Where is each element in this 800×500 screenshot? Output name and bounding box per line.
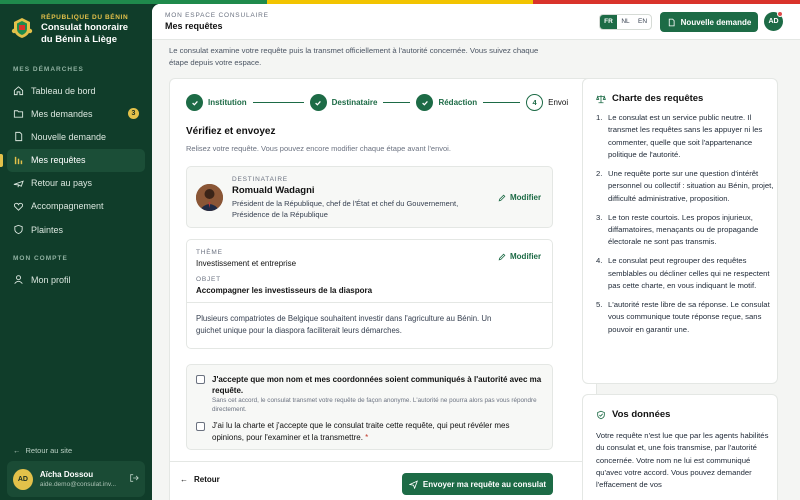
arrow-left-icon: ←	[180, 475, 188, 484]
header-subtitle: MON ESPACE CONSULAIRE	[165, 12, 269, 19]
sidebar-item-plaintes[interactable]	[7, 218, 145, 241]
sidebar-item-mes-requetes[interactable]	[7, 149, 145, 172]
theme-label: THÈME	[196, 249, 223, 256]
chart-bars-icon	[13, 155, 24, 166]
request-content-box	[186, 239, 553, 349]
main-panel	[152, 4, 800, 500]
charter-card	[582, 78, 778, 384]
modify-recipient-button[interactable]	[498, 193, 541, 202]
heart-icon	[13, 201, 24, 212]
benin-crest-icon	[10, 16, 34, 40]
user-email: aide.demo@consulat.inv...	[39, 481, 117, 488]
charter-item-text: Le consulat peut regrouper des requêtes semblables ou décliner celles qui ne respectent pas cette charte, en vous indiquant le motif.	[608, 256, 770, 290]
step-redaction[interactable]: Rédaction	[438, 98, 478, 107]
back-button[interactable]	[180, 475, 220, 484]
sidebar-item-nouvelle-demande[interactable]	[7, 125, 145, 148]
new-request-label: Nouvelle demande	[680, 17, 752, 27]
stepper	[186, 94, 574, 111]
step-connector	[253, 102, 304, 103]
step-done-check-icon	[416, 94, 433, 111]
new-request-button[interactable]	[660, 12, 758, 32]
theme-value: Investissement et entreprise	[196, 259, 297, 268]
sidebar-item-label: Plaintes	[31, 224, 64, 235]
pencil-icon	[498, 253, 506, 261]
sidebar-item-label: Mes requêtes	[31, 155, 86, 166]
sidebar	[0, 4, 152, 500]
step-destinataire[interactable]: Destinataire	[331, 98, 378, 107]
send-label: Envoyer ma requête au consulat	[422, 479, 547, 489]
sidebar-item-mon-profil[interactable]	[7, 268, 145, 291]
recipient-name: Romuald Wadagni	[232, 185, 315, 196]
notification-dot	[777, 11, 783, 17]
sidebar-item-label: Accompagnement	[31, 201, 104, 212]
modify-label: Modifier	[510, 193, 542, 202]
consent-charter-checkbox[interactable]	[196, 422, 205, 431]
back-label: Retour	[194, 475, 220, 484]
language-switcher	[599, 14, 652, 30]
sidebar-item-label: Retour au pays	[31, 178, 93, 189]
lang-nl-button[interactable]: NL	[621, 18, 630, 25]
divider	[170, 461, 596, 462]
lang-en-button[interactable]: EN	[637, 18, 648, 25]
consent-identity-label[interactable]: J'accepte que mon nom et mes coordonnées soient communiqués à l'autorité avec ma requête.	[212, 375, 542, 395]
sidebar-item-accompagnement[interactable]	[7, 195, 145, 218]
shield-icon	[13, 224, 24, 235]
step-envoi: Envoi	[548, 98, 569, 107]
send-icon	[409, 480, 418, 489]
pencil-icon	[498, 194, 506, 202]
list-item: 2. Une requête porte sur une question d'intérêt personnel ou collectif : situation au Bénin, projet, difficulté administrative, proposition.	[596, 168, 774, 203]
consent-identity-checkbox[interactable]	[196, 375, 205, 384]
review-card	[169, 78, 597, 500]
step-done-check-icon	[310, 94, 327, 111]
sidebar-item-tableau-de-bord[interactable]	[7, 79, 145, 102]
data-title-text: Vos données	[612, 409, 671, 420]
intro-text: Le consulat examine votre requête puis la transmet officiellement à l'autorité concernée. Vous suivez chaque étape depuis votre espace.	[169, 46, 539, 67]
arrow-left-icon: ←	[13, 446, 21, 455]
list-item: 3. Le ton reste courtois. Les propos injurieux, diffamatoires, menaçants ou de propagande électorale ne sont pas transmis.	[596, 212, 759, 247]
charter-item-text: Le ton reste courtois. Les propos injurieux, diffamatoires, menaçants ou de propagande électorale ne sont pas transmis.	[608, 212, 759, 247]
charter-title-text: Charte des requêtes	[612, 93, 704, 104]
step-done-check-icon	[186, 94, 203, 111]
consent-charter-text: J'ai lu la charte et j'accepte que le consulat traite cette requête, qui peut révéler mes opinions, pour l'examiner et la transmettre.	[212, 421, 510, 442]
account-nav	[0, 268, 152, 291]
modify-label: Modifier	[510, 252, 542, 261]
section-subtitle: Relisez votre requête. Vous pouvez encore modifier chaque étape avant l'envoi.	[186, 144, 451, 153]
data-text: Votre requête n'est lue que par les agents habilités du consulat et, une fois transmise, par l'autorité concernée. Votre nom ne lui est communiqué qu'avec votre accord. Vous pouvez demander l'effacement de vos	[596, 431, 769, 490]
shield-check-icon	[596, 410, 606, 420]
recipient-label: DESTINATAIRE	[232, 176, 288, 183]
charter-title	[596, 93, 703, 104]
sidebar-item-label: Nouvelle demande	[31, 131, 107, 142]
sidebar-item-label: Tableau de bord	[31, 85, 96, 96]
count-badge: 3	[128, 108, 139, 119]
recipient-photo	[196, 184, 223, 211]
step-number: 4	[526, 94, 543, 111]
home-icon	[13, 85, 24, 96]
user-card[interactable]	[7, 461, 145, 497]
step-connector	[383, 102, 410, 103]
recipient-role: Président de la République, chef de l'État et chef du Gouvernement, Présidence de la République	[232, 199, 459, 219]
scales-icon	[596, 94, 606, 104]
page-header	[152, 4, 800, 40]
data-privacy-card	[582, 394, 778, 500]
document-icon	[13, 131, 24, 142]
recipient-box	[186, 166, 553, 228]
step-connector	[483, 102, 520, 103]
sidebar-item-label: Mon profil	[31, 274, 71, 285]
logout-icon[interactable]	[129, 470, 139, 488]
list-item: 4. Le consulat peut regrouper des requêtes semblables ou décliner celles qui ne respectent pas cette charte, en vous indiquant le motif.	[596, 256, 770, 290]
user-name: Aïcha Dossou	[39, 470, 94, 479]
divider	[187, 302, 552, 303]
data-title	[596, 409, 670, 420]
consent-box	[186, 364, 553, 450]
lang-fr-button[interactable]: FR	[600, 15, 617, 29]
sidebar-item-label: Mes demandes	[31, 108, 93, 119]
back-to-site-label: Retour au site	[25, 446, 73, 455]
request-body: Plusieurs compatriotes de Belgique souhaitent investir dans l'agriculture au Bénin. Un guichet unique pour la diaspora faciliterait leurs démarches.	[196, 314, 492, 335]
charter-item-text: Une requête porte sur une question d'intérêt personnel ou collectif : situation au Bénin, projet, difficulté administrative, proposition.	[608, 168, 774, 203]
folder-icon	[13, 108, 24, 119]
user-icon	[13, 274, 24, 285]
modify-content-button[interactable]	[498, 252, 541, 261]
back-to-site-link[interactable]	[13, 446, 72, 455]
consent-identity-hint: Sans cet accord, le consulat transmet votre requête de façon anonyme. L'autorité ne pourra alors pas vous répondre directement.	[212, 397, 537, 413]
list-item: 5. L'autorité reste libre de sa réponse. Le consulat vous communique toute réponse reçue, sans pouvoir en garantir une.	[596, 300, 770, 334]
list-item: 1. Le consulat est un service public neutre. Il transmet les requêtes sans les appuyer ni les commenter, quelle que soit l'appartenance politique de l'autorité.	[596, 113, 763, 159]
object-value: Accompagner les investisseurs de la diaspora	[196, 286, 373, 295]
brand-subtitle: RÉPUBLIQUE DU BÉNIN	[41, 14, 129, 21]
avatar: AD	[13, 469, 33, 490]
section-title: Vérifiez et envoyez	[186, 126, 276, 137]
required-marker: *	[365, 432, 369, 442]
send-request-button[interactable]	[402, 473, 553, 495]
brand[interactable]	[0, 4, 152, 46]
charter-item-text: L'autorité reste libre de sa réponse. Le consulat vous communique toute réponse reçue, sans pouvoir en garantir une.	[608, 300, 770, 334]
consent-charter-label[interactable]	[212, 420, 542, 443]
sidebar-item-mes-demandes[interactable]	[7, 102, 145, 125]
step-institution[interactable]: Institution	[208, 98, 247, 107]
charter-item-text: Le consulat est un service public neutre. Il transmet les requêtes sans les appuyer ni les commenter, quelle que soit l'appartenance politique de l'autorité.	[608, 113, 763, 159]
document-plus-icon	[667, 18, 676, 27]
charter-list	[596, 112, 776, 343]
object-label: OBJET	[196, 276, 221, 283]
section-label-demarches: MES DÉMARCHES	[13, 66, 84, 73]
brand-title: Consulat honoraire du Bénin à Liège	[41, 22, 129, 45]
page-title: Mes requêtes	[165, 21, 223, 31]
plane-icon	[13, 178, 24, 189]
sidebar-item-retour-au-pays[interactable]	[7, 172, 145, 195]
header-avatar[interactable]: AD	[764, 12, 783, 31]
section-label-compte: MON COMPTE	[13, 255, 68, 263]
sidebar-nav	[0, 79, 152, 241]
